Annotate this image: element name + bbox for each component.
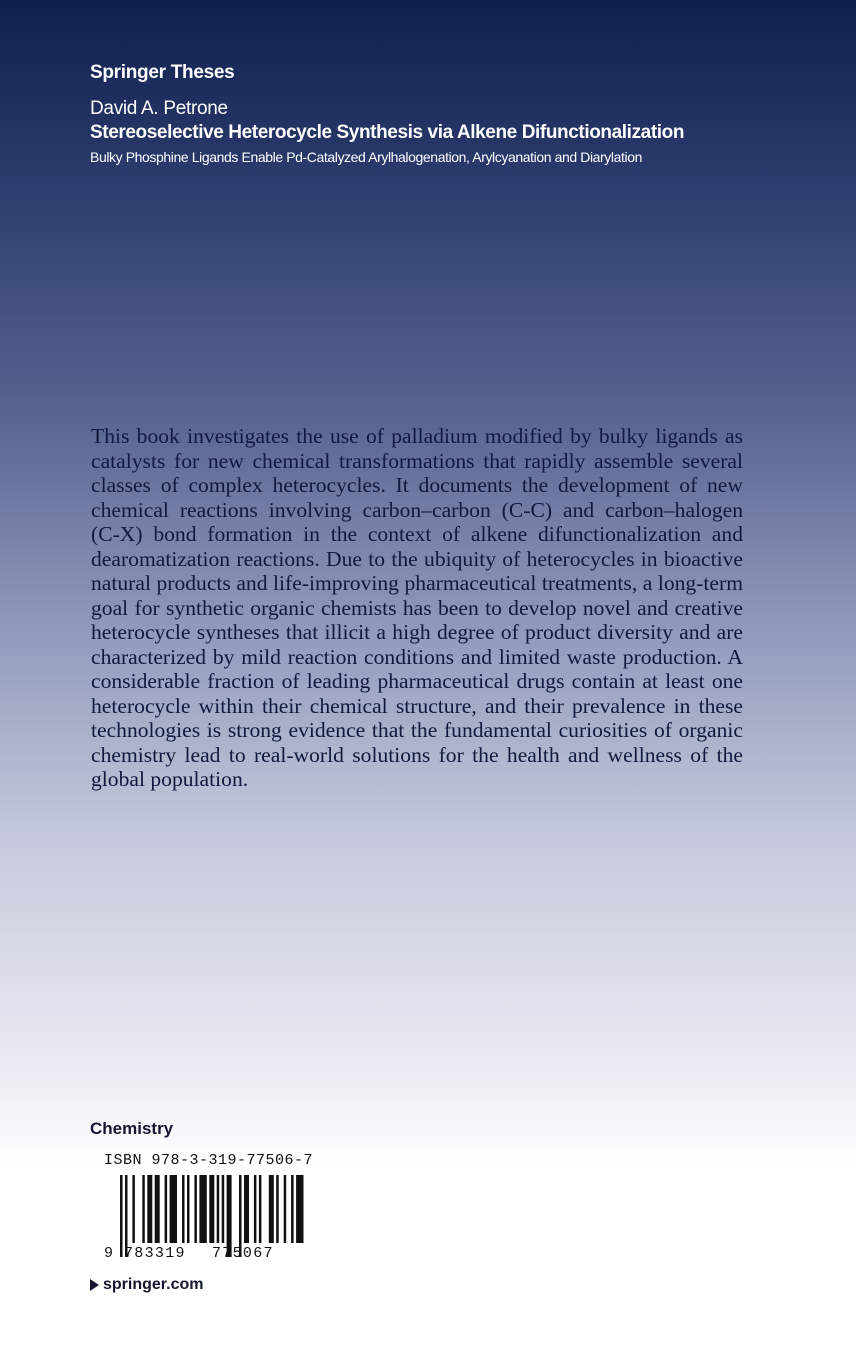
- barcode-bar: [187, 1175, 190, 1243]
- barcode-bar: [194, 1175, 197, 1243]
- barcode-bar: [132, 1175, 135, 1243]
- barcode-bar: [276, 1175, 279, 1243]
- barcode-bar: [244, 1175, 249, 1243]
- website-link[interactable]: [90, 1276, 203, 1294]
- barcode-bar: [217, 1175, 220, 1243]
- book-subtitle: Bulky Phosphine Ligands Enable Pd-Catalyzed Arylhalogenation, Arylcyanation and Diarylation: [90, 149, 642, 165]
- barcode-bar: [222, 1175, 225, 1243]
- barcode-bar: [254, 1175, 257, 1243]
- barcode-bar: [296, 1175, 303, 1243]
- author-name: David A. Petrone: [90, 98, 228, 119]
- barcode-digits-right: 775067: [212, 1245, 274, 1262]
- barcode-bar: [291, 1175, 294, 1243]
- barcode-bar: [170, 1175, 177, 1243]
- barcode-bar: [269, 1175, 274, 1243]
- barcode-bar: [284, 1175, 287, 1243]
- barcode-bar: [155, 1175, 160, 1243]
- series-name: Springer Theses: [90, 62, 235, 83]
- barcode-digits-left: 783319: [124, 1245, 186, 1262]
- blurb-text: This book investigates the use of palladium modified by bulky ligands as catalysts for new chemical transformations that rapidly assemble several classes of complex heterocycles. It documents the development of new chemical reactions involving carbon–carbon (C-C) and carbon–halogen (C-X) bond formation in the context of alkene difunctionalization and dearomatization reactions. Due to the ubiquity of heterocycles in bioactive natural products and life-improving pharmaceutical treatments, a long-term goal for synthetic organic chemists has been to develop novel and creative heterocycle syntheses that illicit a high degree of product diversity and are characterized by mild reaction conditions and limited waste production. A considerable fraction of leading pharmaceutical drugs contain at least one heterocycle within their chemical structure, and their prevalence in these technologies is strong evidence that the fundamental curiosities of organic chemistry lead to real-world solutions for the health and wellness of the global population.: [91, 424, 743, 791]
- barcode-bar: [259, 1175, 262, 1243]
- barcode-bar: [209, 1175, 214, 1243]
- barcode-bar: [147, 1175, 152, 1243]
- subject-label: Chemistry: [90, 1119, 174, 1138]
- barcode-bar: [142, 1175, 145, 1243]
- barcode-bar: [165, 1175, 168, 1243]
- barcode: [100, 1173, 310, 1263]
- barcode-bar: [182, 1175, 185, 1243]
- website-label: springer.com: [103, 1276, 204, 1293]
- barcode-digit-lead: 9: [104, 1245, 114, 1262]
- barcode-bar: [120, 1175, 123, 1257]
- isbn-label: ISBN 978-3-319-77506-7: [104, 1152, 314, 1169]
- triangle-arrow-icon: [90, 1279, 99, 1291]
- barcode-bar: [199, 1175, 206, 1243]
- book-title: Stereoselective Heterocycle Synthesis via Alkene Difunctionalization: [90, 122, 685, 143]
